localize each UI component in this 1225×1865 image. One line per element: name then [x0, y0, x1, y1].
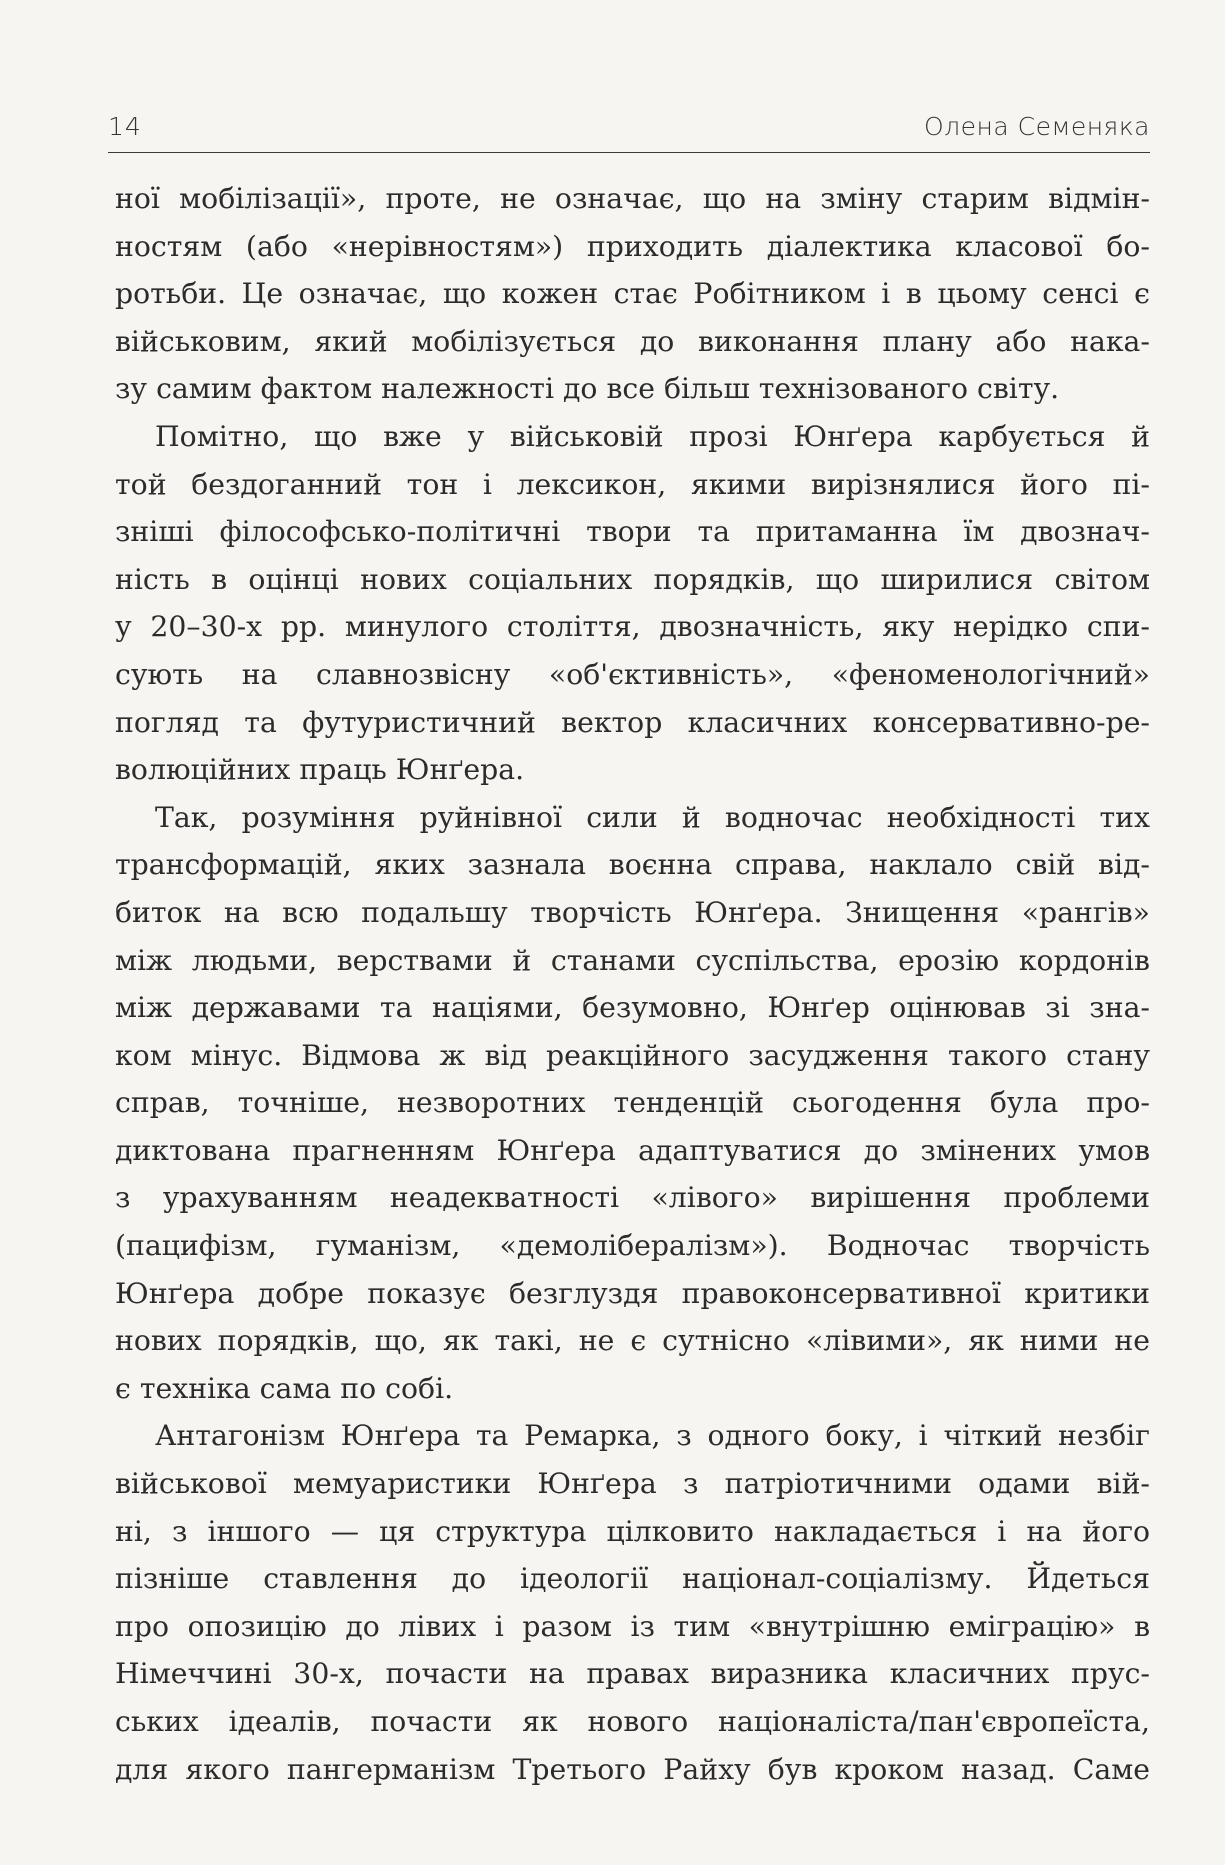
text-line: (пацифізм, гуманізм, «демолібералізм»). Водночас творчість [115, 1229, 1150, 1263]
text-line: ної мобілізації», проте, не означає, що на зміну старим відмін- [115, 182, 1150, 215]
text-line: у 20–30-х рр. минулого століття, двозначність, яку нерідко спи- [115, 610, 1150, 644]
text-line: Німеччині 30-х, почасти на правах виразника класичних прус- [115, 1657, 1150, 1691]
text-line: військовим, який мобілізується до виконання плану або нака- [115, 324, 1150, 358]
text-line: між державами та націями, безумовно, Юнґер оцінював зі зна- [115, 991, 1150, 1025]
text-line: трансформацій, яких зазнала воєнна справа, наклало свій від- [115, 848, 1150, 882]
text-line: зніші філософсько-політичні твори та притаманна їм двознач- [115, 515, 1150, 549]
text-line: Помітно, що вже у військовій прозі Юнґера карбується й [155, 419, 1150, 453]
paragraph [115, 1412, 1150, 1793]
text-line: диктована прагненням Юнґера адаптуватися до змінених умов [115, 1133, 1150, 1167]
paragraph [115, 794, 1150, 1413]
text-line: пізніше ставлення до ідеології націонал-соціалізму. Йдеться [115, 1562, 1150, 1596]
text-line: погляд та футуристичний вектор класичних консервативно-ре- [115, 705, 1150, 739]
page-header [108, 108, 1150, 153]
page-number: 14 [108, 112, 142, 141]
text-line: Юнґера добре показує безглуздя правоконсервативної критики [115, 1276, 1150, 1310]
text-line: ностям (або «нерівностям») приходить діалектика класової бо- [115, 229, 1150, 263]
text-line: для якого пангерманізм Третього Райху був кроком назад. Саме [115, 1752, 1150, 1786]
text-line: є техніка сама по собі. [115, 1371, 454, 1405]
paragraph [115, 175, 1150, 413]
text-line: той бездоганний тон і лексикон, якими вирізнялися його пі- [115, 467, 1150, 501]
running-title: Олена Семеняка [923, 112, 1150, 141]
text-line: волюційних праць Юнґера. [115, 753, 525, 787]
text-line: Так, розуміння руйнівної сили й водночас необхідності тих [155, 800, 1150, 834]
text-line: нових порядків, що, як такі, не є сутнісно «лівими», як ними не [115, 1324, 1150, 1358]
text-line: зу самим фактом належності до все більш технізованого світу. [115, 372, 1060, 406]
paragraph [115, 413, 1150, 794]
text-line: ських ідеалів, почасти як нового націоналіста/пан'європеїста, [115, 1705, 1150, 1738]
text-line: ротьби. Це означає, що кожен стає Робітником і в цьому сенсі є [115, 277, 1150, 311]
text-line: між людьми, верствами й станами суспільства, ерозію кордонів [115, 943, 1150, 977]
text-line: справ, точніше, незворотних тенденцій сьогодення була про- [115, 1086, 1150, 1120]
text-line: Антагонізм Юнґера та Ремарка, з одного боку, і чіткий незбіг [155, 1419, 1150, 1453]
body-text [115, 175, 1150, 1793]
text-line: ні, з іншого — ця структура цілковито накладається і на його [115, 1514, 1150, 1548]
text-line: військової мемуаристики Юнґера з патріотичними одами вій- [115, 1467, 1150, 1501]
text-line: сують на славнозвісну «об'єктивність», «феноменологічний» [115, 657, 1150, 691]
text-line: з урахуванням неадекватності «лівого» вирішення проблеми [115, 1181, 1150, 1215]
text-line: ком мінус. Відмова ж від реакційного засудження такого стану [115, 1038, 1150, 1072]
text-line: биток на всю подальшу творчість Юнґера. Знищення «рангів» [115, 895, 1150, 929]
text-line: ність в оцінці нових соціальних порядків, що ширилися світом [115, 562, 1150, 596]
text-line: про опозицію до лівих і разом із тим «внутрішню еміграцію» в [115, 1609, 1150, 1643]
